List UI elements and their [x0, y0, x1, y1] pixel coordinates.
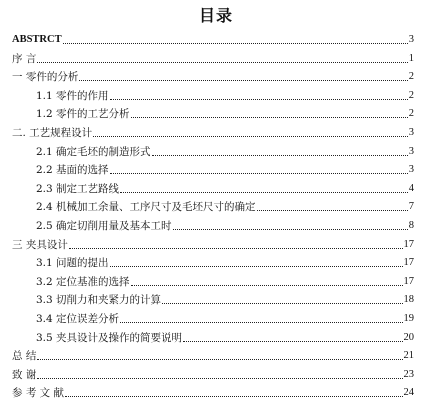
toc-entry-label: 3.1 问题的提出 [36, 257, 109, 270]
dot-leader [257, 210, 408, 211]
toc-entry-label: 致 谢 [12, 368, 37, 381]
dot-leader [37, 359, 402, 360]
toc-entry-page: 2 [408, 71, 414, 83]
dot-leader [69, 248, 403, 249]
dot-leader [131, 117, 408, 118]
toc-entry [12, 65, 414, 83]
dot-leader [110, 266, 403, 267]
toc-entry [36, 270, 414, 288]
toc-entry-label: 二. 工艺规程设计 [12, 127, 93, 139]
dot-leader [131, 285, 403, 286]
dot-leader [63, 43, 408, 44]
dot-leader [120, 192, 408, 193]
toc-entry-page: 17 [403, 257, 414, 269]
toc-entry [12, 28, 414, 46]
dot-leader [183, 341, 402, 342]
toc-entry [36, 288, 414, 306]
toc-entry-label: 1.1 零件的作用 [36, 89, 109, 102]
toc-entry-label: 3.3 切削力和夹紧力的计算 [36, 294, 162, 307]
toc-entry-label: ABSTRCT [12, 34, 62, 45]
toc-entry-label: 2.4 机械加工余量、工序尺寸及毛坯尺寸的确定 [36, 201, 256, 214]
toc-entry-page: 23 [403, 368, 414, 380]
toc-entry-label: 3.5 夹具设计及操作的简要说明 [36, 331, 183, 344]
dot-leader [110, 173, 408, 174]
toc-entry [12, 381, 414, 399]
toc-entry [36, 251, 414, 269]
toc-entry [12, 363, 414, 381]
toc-entry-label: 2.1 确定毛坯的制造形式 [36, 145, 151, 158]
toc-entry [36, 102, 414, 120]
toc-entry-page: 2 [408, 89, 414, 101]
toc-entry-label: 序 言 [12, 52, 37, 65]
dot-leader [37, 378, 402, 379]
toc-entry-label: 总 结 [12, 350, 37, 363]
dot-leader [79, 80, 407, 81]
toc-entry-page: 21 [403, 350, 414, 362]
dot-leader [110, 99, 408, 100]
toc-entry-page: 24 [403, 387, 414, 399]
toc-entry [36, 84, 414, 102]
dot-leader [162, 303, 402, 304]
toc-entry-page: 17 [403, 238, 414, 250]
toc-entry-label: 一 零件的分析 [12, 71, 79, 84]
toc-entry [12, 121, 414, 139]
dot-leader [120, 322, 402, 323]
toc-entry [36, 195, 414, 213]
toc-entry-page: 18 [403, 294, 414, 306]
dot-leader [173, 229, 408, 230]
toc-entry [36, 214, 414, 232]
toc-entry-page: 7 [408, 201, 414, 213]
toc-entry-label: 三 夹具设计 [12, 238, 68, 251]
toc-entry-page: 1 [408, 52, 414, 64]
toc-entry-label: 1.2 零件的工艺分析 [36, 108, 130, 121]
dot-leader [93, 136, 408, 137]
toc-entry-label: 3.2 定位基准的选择 [36, 275, 130, 288]
dot-leader [65, 396, 402, 397]
toc-entry-page: 19 [403, 313, 414, 324]
toc-title: 目录 [198, 6, 233, 25]
toc-entry [12, 233, 414, 251]
toc-entry-page: 2 [408, 108, 414, 120]
toc-entry [36, 307, 414, 325]
toc-entry-page: 8 [408, 220, 414, 231]
toc-entry-label: 参 考 文 献 [12, 387, 65, 400]
toc-entry [36, 158, 414, 176]
toc-entry-label: 2.2 基面的选择 [36, 164, 109, 177]
toc-entry-page: 3 [408, 127, 414, 138]
toc-entry-page: 17 [403, 275, 414, 287]
toc-entry-page: 3 [408, 34, 414, 45]
toc-entry-label: 2.3 制定工艺路线 [36, 182, 120, 195]
toc-entry-page: 3 [408, 164, 414, 176]
dot-leader [152, 155, 408, 156]
toc-entry-page: 4 [408, 182, 414, 194]
toc-entry-page: 3 [408, 145, 414, 157]
toc-entry [36, 177, 414, 195]
toc-entry [36, 326, 414, 344]
toc-entry-page: 20 [403, 331, 414, 343]
toc-entry [12, 344, 414, 362]
toc-entry-label: 2.5 确定切削用量及基本工时 [36, 220, 172, 232]
toc-entry [12, 47, 414, 65]
toc-entry-label: 3.4 定位误差分析 [36, 313, 120, 325]
dot-leader [37, 62, 407, 63]
toc-entry [36, 140, 414, 158]
